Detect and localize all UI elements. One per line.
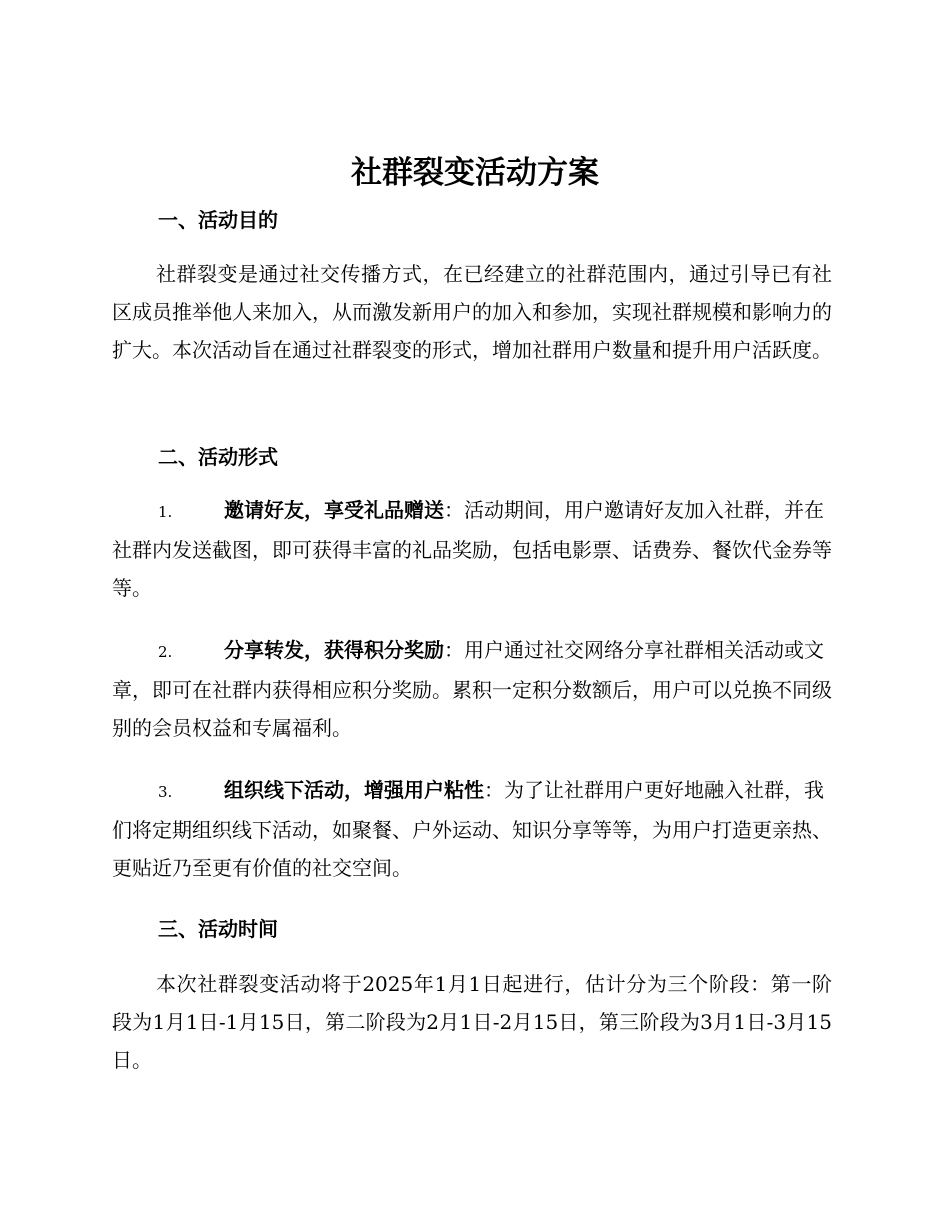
section-heading-time: 三、活动时间: [158, 917, 278, 941]
list-item: [112, 491, 832, 607]
list-item: [112, 771, 832, 887]
list-item-number: 1.: [158, 503, 173, 521]
list-item-text: ：活动期间，用户邀请好友加入社群，并在社群内发送截图，即可获得丰富的礼品奖励，包括电影票、话费券、餐饮代金券等等。: [112, 498, 832, 600]
list-item-text: ：为了让社群用户更好地融入社群，我们将定期组织线下活动，如聚餐、户外运动、知识分享等等，为用户打造更亲热、更贴近乃至更有价值的社交空间。: [112, 778, 832, 880]
list-item: [112, 631, 832, 747]
list-item-lead: 分享转发，获得积分奖励: [224, 638, 444, 662]
section-heading-purpose: 一、活动目的: [158, 208, 278, 232]
section-paragraph-purpose: 社群裂变是通过社交传播方式，在已经建立的社群范围内，通过引导已有社区成员推举他人来加入，从而激发新用户的加入和参加，实现社群规模和影响力的扩大。本次活动旨在通过社群裂变的形式，增加社群用户数量和提升用户活跃度。: [112, 262, 832, 362]
list-item-lead: 组织线下活动，增强用户粘性: [224, 778, 484, 802]
section-heading-format: 二、活动形式: [158, 445, 278, 469]
list-item-lead: 邀请好友，享受礼品赠送: [224, 498, 444, 522]
list-item-number: 3.: [158, 783, 173, 801]
list-item-text: ：用户通过社交网络分享社群相关活动或文章，即可在社群内获得相应积分奖励。累积一定积分数额后，用户可以兑换不同级别的会员权益和专属福利。: [112, 638, 832, 740]
section-paragraph-time: 本次社群裂变活动将于2025年1月1日起进行，估计分为三个阶段：第一阶段为1月1日-1月15日，第二阶段为2月1日-2月15日，第三阶段为3月1日-3月15日。: [112, 972, 832, 1072]
list-item-number: 2.: [158, 643, 173, 661]
document-title: 社群裂变活动方案: [351, 155, 599, 191]
